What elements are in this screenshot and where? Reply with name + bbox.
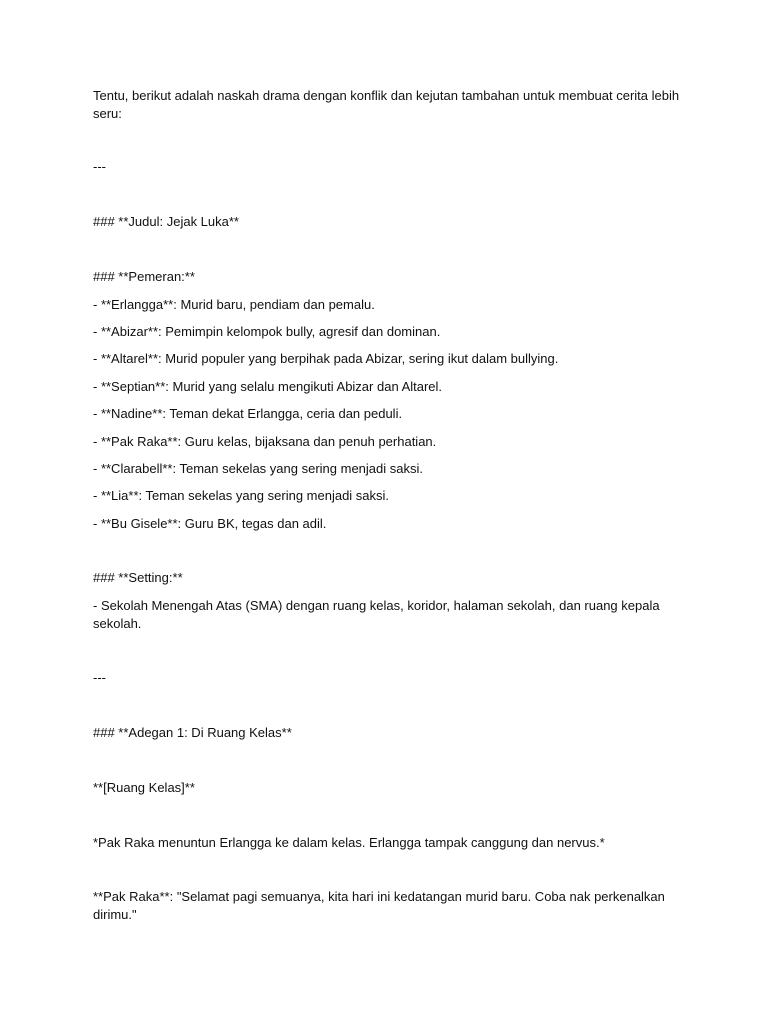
setting-paragraph: - Sekolah Menengah Atas (SMA) dengan ruang kelas, koridor, halaman sekolah, dan ruang kepala sekolah.: [93, 598, 660, 631]
setting-heading: ### **Setting:**: [93, 570, 183, 585]
cast-item-erlangga: - **Erlangga**: Murid baru, pendiam dan pemalu.: [93, 297, 375, 312]
cast-item-nadine: - **Nadine**: Teman dekat Erlangga, ceria dan peduli.: [93, 406, 403, 421]
intro-paragraph: Tentu, berikut adalah naskah drama dengan konflik dan kejutan tambahan untuk membuat cerita lebih seru:: [93, 88, 680, 121]
separator-top: ---: [93, 159, 106, 174]
title-heading: ### **Judul: Jejak Luka**: [93, 214, 239, 229]
cast-item-altarel: - **Altarel**: Murid populer yang berpihak pada Abizar, sering ikut dalam bullying.: [93, 351, 559, 366]
cast-item-septian: - **Septian**: Murid yang selalu mengikuti Abizar dan Altarel.: [93, 379, 443, 394]
cast-item-pak-raka: - **Pak Raka**: Guru kelas, bijaksana dan penuh perhatian.: [93, 434, 437, 449]
scene1-location: **[Ruang Kelas]**: [93, 780, 195, 795]
scene1-stage-direction: *Pak Raka menuntun Erlangga ke dalam kelas. Erlangga tampak canggung dan nervus.*: [93, 835, 605, 850]
cast-item-abizar: - **Abizar**: Pemimpin kelompok bully, agresif dan dominan.: [93, 324, 441, 339]
cast-item-clarabell: - **Clarabell**: Teman sekelas yang sering menjadi saksi.: [93, 461, 423, 476]
cast-heading: ### **Pemeran:**: [93, 269, 195, 284]
scene1-dialogue-pak-raka: **Pak Raka**: "Selamat pagi semuanya, kita hari ini kedatangan murid baru. Coba nak perkenalkan dirimu.": [93, 889, 665, 922]
scene1-heading: ### **Adegan 1: Di Ruang Kelas**: [93, 725, 292, 740]
separator-bottom: ---: [93, 670, 106, 685]
cast-item-bu-gisele: - **Bu Gisele**: Guru BK, tegas dan adil.: [93, 516, 327, 531]
cast-item-lia: - **Lia**: Teman sekelas yang sering menjadi saksi.: [93, 488, 390, 503]
